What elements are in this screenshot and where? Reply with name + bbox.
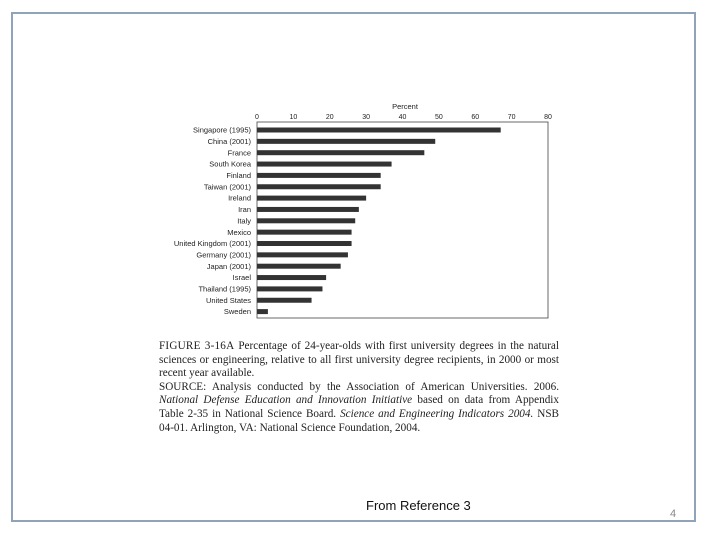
category-label: Thailand (1995)	[198, 284, 251, 294]
category-label: Singapore (1995)	[193, 125, 251, 135]
figure-text: Percentage of 24-year-olds with first university degrees in the natural sciences or engineering, relative to all first university degree recipients, in 2000 or most recent year available.	[159, 340, 559, 380]
bar	[257, 252, 348, 257]
caption-source	[159, 381, 559, 435]
x-tick-label: 80	[544, 114, 552, 121]
bar	[257, 162, 392, 167]
bar	[257, 298, 312, 303]
category-label: Ireland	[228, 193, 251, 203]
source-italic-1: National Defense Education and Innovation Initiative	[159, 394, 413, 407]
bar	[257, 264, 341, 269]
bar	[257, 196, 366, 201]
category-label: France	[227, 148, 251, 158]
source-italic-2: Science and Engineering Indicators 2004.	[340, 407, 534, 420]
x-tick-label: 70	[507, 114, 516, 121]
figure-label: FIGURE 3-16A	[159, 340, 235, 352]
bar	[257, 309, 268, 314]
bar	[257, 150, 424, 155]
x-tick-label: 20	[325, 114, 334, 121]
category-label: Mexico	[227, 227, 251, 237]
bar	[257, 139, 435, 144]
category-label: United States	[205, 295, 251, 305]
bar	[257, 184, 381, 189]
bar	[257, 275, 326, 280]
source-text-3: NSB 04-01. Arlington, VA: National Science Foundation, 2004.	[159, 407, 559, 434]
source-text-2: based on data from Appendix Table 2-35 in National Science Board.	[159, 394, 559, 420]
bar	[257, 241, 352, 246]
category-label: Iran	[238, 205, 251, 215]
x-axis-title: Percent	[392, 102, 418, 111]
category-label: Israel	[232, 273, 251, 283]
x-tick-label: 10	[289, 114, 298, 121]
bars	[257, 128, 501, 315]
category-label: Italy	[237, 216, 251, 226]
bar-chart	[150, 100, 570, 325]
x-tick-label: 60	[471, 114, 480, 121]
bar	[257, 218, 355, 223]
bar	[257, 207, 359, 212]
category-label: United Kingdom (2001)	[173, 239, 251, 249]
bar	[257, 286, 322, 291]
bar	[257, 230, 352, 235]
category-label: Finland	[226, 171, 251, 180]
bar	[257, 128, 501, 133]
bar	[257, 173, 381, 178]
x-tick-label: 50	[434, 114, 443, 121]
x-tick-label: 40	[398, 114, 407, 121]
x-tick-label: 30	[362, 114, 371, 121]
figure-caption	[159, 340, 559, 435]
category-label: Sweden	[223, 307, 251, 317]
category-labels	[174, 126, 252, 317]
category-label: Taiwan (2001)	[203, 182, 251, 192]
x-tick-labels	[255, 114, 552, 121]
category-label: Japan (2001)	[206, 261, 251, 271]
page-number: 4	[670, 508, 677, 520]
category-label: Germany (2001)	[196, 250, 251, 260]
source-text-1: SOURCE: Analysis conducted by the Association of American Universities. 2006.	[159, 380, 559, 393]
category-label: China (2001)	[207, 136, 251, 146]
category-label: South Korea	[209, 159, 251, 169]
caption-figure	[159, 340, 559, 381]
reference-note: From Reference 3	[366, 498, 471, 513]
x-tick-label: 0	[255, 114, 259, 121]
